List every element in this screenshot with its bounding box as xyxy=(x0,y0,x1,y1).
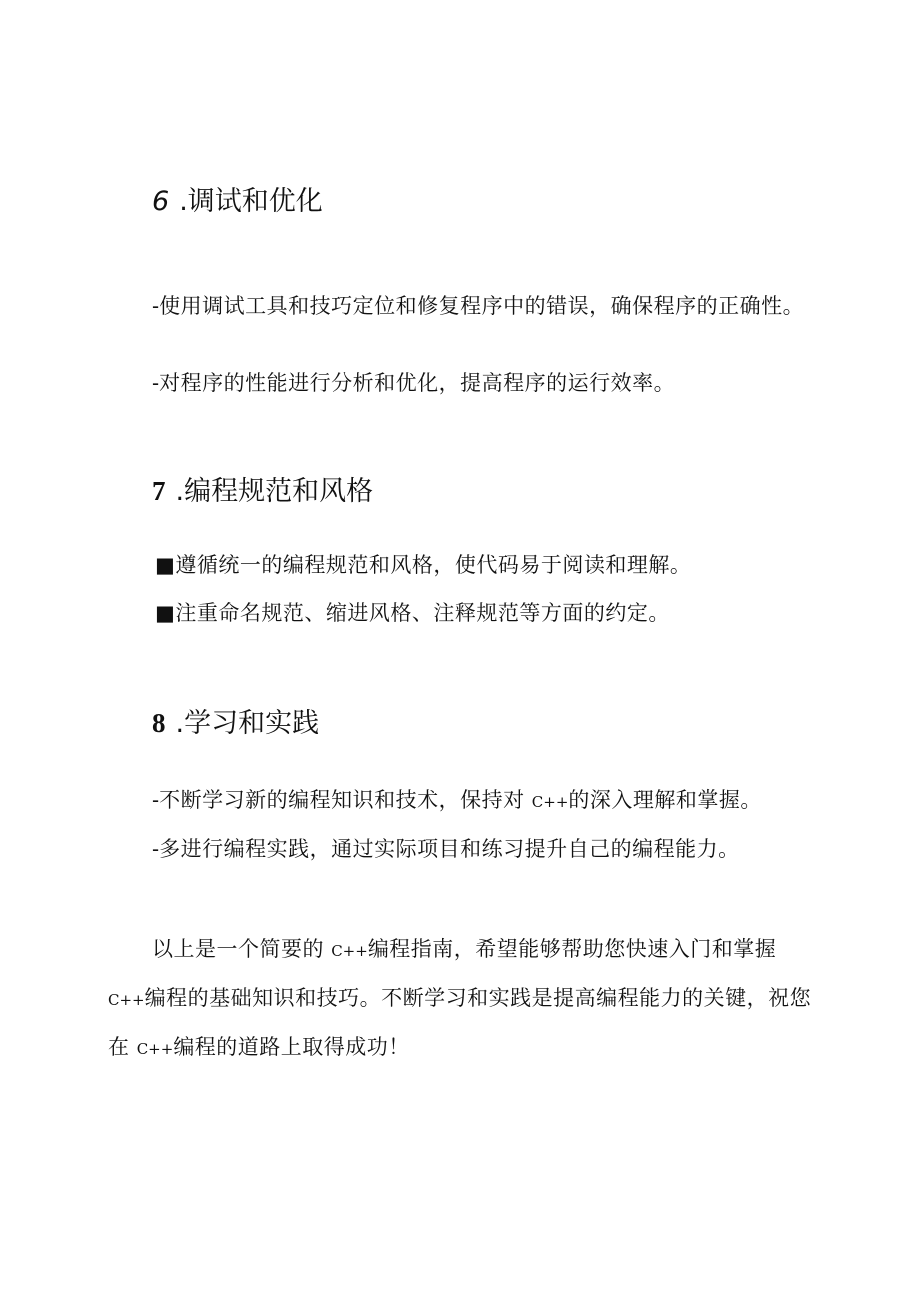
square-bullet-marker: ■ xyxy=(155,601,176,625)
item-text: 注重命名规范、缩进风格、注释规范等方面的约定。 xyxy=(175,601,670,625)
conclusion-part-1: 以上是一个简要的 xyxy=(152,937,332,961)
section-8-item-2 xyxy=(108,831,820,868)
section-7-item-1 xyxy=(155,547,835,584)
section-6-number: 6 xyxy=(152,186,170,217)
dash-marker: - xyxy=(152,837,160,861)
item-text: 使用调试工具和技巧定位和修复程序中的错误，确保程序的正确性。 xyxy=(159,294,805,318)
section-8-title: .学习和实践 xyxy=(175,708,320,739)
dash-marker: - xyxy=(152,371,160,395)
item-text-after: 的深入理解和掌握。 xyxy=(568,788,762,812)
section-7-item-2 xyxy=(155,595,835,632)
code-label: C++ xyxy=(331,942,368,960)
section-8-item-1 xyxy=(108,782,820,821)
code-label: C++ xyxy=(108,991,145,1009)
dash-marker: - xyxy=(152,788,160,812)
section-7-heading xyxy=(152,474,373,509)
section-6-heading xyxy=(152,185,323,219)
section-6-item-2 xyxy=(108,365,820,402)
conclusion-part-3: 编程的基础知识和技巧。不断学习和实践是提高编程能力的关键，祝您在 xyxy=(108,986,812,1059)
code-label: C++ xyxy=(531,793,569,811)
section-6-item-1 xyxy=(108,288,820,325)
section-6-title: .调试和优化 xyxy=(179,186,323,217)
item-text-before: 不断学习新的编程知识和技术，保持对 xyxy=(159,788,532,812)
item-text: 多进行编程实践，通过实际项目和练习提升自己的编程能力。 xyxy=(159,837,740,861)
item-text: 对程序的性能进行分析和优化，提高程序的运行效率。 xyxy=(159,371,676,395)
code-label: C++ xyxy=(136,1040,174,1058)
square-bullet-marker: ■ xyxy=(155,553,176,577)
section-7-number: 7 xyxy=(152,476,166,506)
dash-marker: - xyxy=(152,294,160,318)
conclusion-part-4: 编程的道路上取得成功！ xyxy=(173,1035,410,1059)
item-text: 遵循统一的编程规范和风格，使代码易于阅读和理解。 xyxy=(175,553,692,577)
section-8-number: 8 xyxy=(152,708,166,738)
section-8-heading xyxy=(152,706,319,741)
section-7-title: .编程规范和风格 xyxy=(175,476,374,507)
conclusion-paragraph xyxy=(108,926,820,1073)
conclusion-part-2: 编程指南，希望能够帮助您快速入门和掌握 xyxy=(367,937,777,961)
